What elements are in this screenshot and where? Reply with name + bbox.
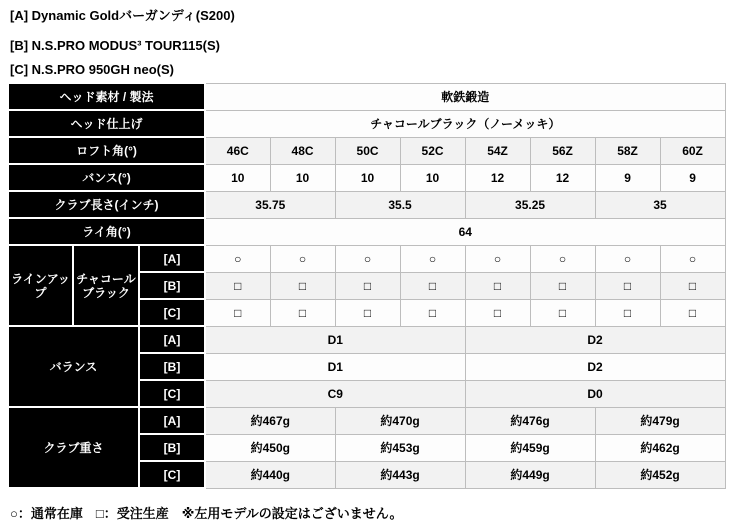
- row-label-lineup: ラインアップ: [8, 245, 73, 326]
- spec-cell-weight: 約462g: [595, 434, 725, 461]
- lineup-mark: ○: [595, 245, 660, 272]
- row-weight-a: [8, 407, 725, 434]
- spec-cell-bounce: 10: [335, 164, 400, 191]
- shaft-legend-b: [B] N.S.PRO MODUS³ TOUR115(S): [10, 38, 220, 53]
- row-sublabel-lineup-b: [B]: [139, 272, 205, 299]
- spec-cell-balance: D1: [205, 353, 465, 380]
- row-label-balance: バランス: [8, 326, 139, 407]
- spec-cell-weight: 約459g: [465, 434, 595, 461]
- lineup-mark: □: [270, 272, 335, 299]
- lineup-mark: □: [530, 299, 595, 326]
- spec-cell-loft: 54Z: [465, 137, 530, 164]
- row-lie: [8, 218, 725, 245]
- spec-cell-length: 35.75: [205, 191, 335, 218]
- spec-cell-balance: D2: [465, 353, 725, 380]
- row-sublabel-balance-a: [A]: [139, 326, 205, 353]
- spec-cell-bounce: 10: [205, 164, 270, 191]
- spec-cell-length: 35.25: [465, 191, 595, 218]
- spec-cell-bounce: 9: [660, 164, 725, 191]
- spec-cell-weight: 約453g: [335, 434, 465, 461]
- lineup-mark: □: [595, 272, 660, 299]
- row-loft: [8, 137, 725, 164]
- spec-cell-weight: 約479g: [595, 407, 725, 434]
- row-sublabel-balance-c: [C]: [139, 380, 205, 407]
- row-label-lie: ライ角(°): [8, 218, 205, 245]
- spec-cell-balance: C9: [205, 380, 465, 407]
- lineup-mark: □: [335, 272, 400, 299]
- spec-cell-weight: 約452g: [595, 461, 725, 488]
- spec-cell-loft: 56Z: [530, 137, 595, 164]
- row-label-bounce: バンス(°): [8, 164, 205, 191]
- lineup-mark: □: [335, 299, 400, 326]
- lineup-mark: ○: [335, 245, 400, 272]
- row-head-material: [8, 83, 725, 110]
- lineup-mark: □: [465, 299, 530, 326]
- lineup-mark: □: [400, 272, 465, 299]
- row-lineup-a: [8, 245, 725, 272]
- lineup-mark: ○: [270, 245, 335, 272]
- stock-legend-note: ○：通常在庫 □：受注生産 ※左用モデルの設定はございません。: [10, 506, 403, 521]
- spec-cell-weight: 約443g: [335, 461, 465, 488]
- spec-cell-balance: D2: [465, 326, 725, 353]
- row-length: [8, 191, 725, 218]
- spec-cell-weight: 約476g: [465, 407, 595, 434]
- row-balance-a: [8, 326, 725, 353]
- lineup-mark: ○: [400, 245, 465, 272]
- lineup-mark: □: [660, 299, 725, 326]
- spec-cell-balance: D1: [205, 326, 465, 353]
- spec-cell-bounce: 12: [465, 164, 530, 191]
- spec-cell-length: 35: [595, 191, 725, 218]
- row-sublabel-weight-a: [A]: [139, 407, 205, 434]
- spec-cell-weight: 約440g: [205, 461, 335, 488]
- row-label-lineup-finish: チャコールブラック: [73, 245, 139, 326]
- lineup-mark: □: [660, 272, 725, 299]
- spec-cell-weight: 約467g: [205, 407, 335, 434]
- row-sublabel-balance-b: [B]: [139, 353, 205, 380]
- shaft-legend: [0, 0, 731, 77]
- spec-cell-bounce: 10: [400, 164, 465, 191]
- spec-cell-bounce: 9: [595, 164, 660, 191]
- spec-cell-head-finish: チャコールブラック（ノーメッキ）: [205, 110, 725, 137]
- row-sublabel-weight-b: [B]: [139, 434, 205, 461]
- spec-table: [7, 82, 726, 489]
- lineup-mark: ○: [660, 245, 725, 272]
- row-label-head-material: ヘッド素材 / 製法: [8, 83, 205, 110]
- spec-cell-loft: 60Z: [660, 137, 725, 164]
- spec-cell-lie: 64: [205, 218, 725, 245]
- spec-cell-balance: D0: [465, 380, 725, 407]
- spec-cell-loft: 50C: [335, 137, 400, 164]
- lineup-mark: □: [205, 272, 270, 299]
- lineup-mark: □: [465, 272, 530, 299]
- row-sublabel-lineup-c: [C]: [139, 299, 205, 326]
- row-bounce: [8, 164, 725, 191]
- spec-cell-bounce: 12: [530, 164, 595, 191]
- row-label-weight: クラブ重さ: [8, 407, 139, 488]
- spec-cell-loft: 48C: [270, 137, 335, 164]
- row-label-head-finish: ヘッド仕上げ: [8, 110, 205, 137]
- spec-cell-weight: 約470g: [335, 407, 465, 434]
- lineup-mark: □: [400, 299, 465, 326]
- lineup-mark: □: [205, 299, 270, 326]
- spec-cell-loft: 46C: [205, 137, 270, 164]
- row-sublabel-weight-c: [C]: [139, 461, 205, 488]
- spec-cell-loft: 52C: [400, 137, 465, 164]
- spec-cell-loft: 58Z: [595, 137, 660, 164]
- row-head-finish: [8, 110, 725, 137]
- shaft-legend-a: [A] Dynamic Goldバーガンディ(S200): [10, 8, 235, 23]
- lineup-mark: □: [270, 299, 335, 326]
- lineup-mark: ○: [465, 245, 530, 272]
- spec-cell-head-material: 軟鉄鍛造: [205, 83, 725, 110]
- spec-cell-weight: 約450g: [205, 434, 335, 461]
- lineup-mark: □: [595, 299, 660, 326]
- spec-cell-bounce: 10: [270, 164, 335, 191]
- row-label-length: クラブ長さ(インチ): [8, 191, 205, 218]
- shaft-legend-c: [C] N.S.PRO 950GH neo(S): [10, 62, 174, 77]
- row-sublabel-lineup-a: [A]: [139, 245, 205, 272]
- lineup-mark: ○: [205, 245, 270, 272]
- spec-cell-weight: 約449g: [465, 461, 595, 488]
- lineup-mark: ○: [530, 245, 595, 272]
- row-label-loft: ロフト角(°): [8, 137, 205, 164]
- spec-cell-length: 35.5: [335, 191, 465, 218]
- lineup-mark: □: [530, 272, 595, 299]
